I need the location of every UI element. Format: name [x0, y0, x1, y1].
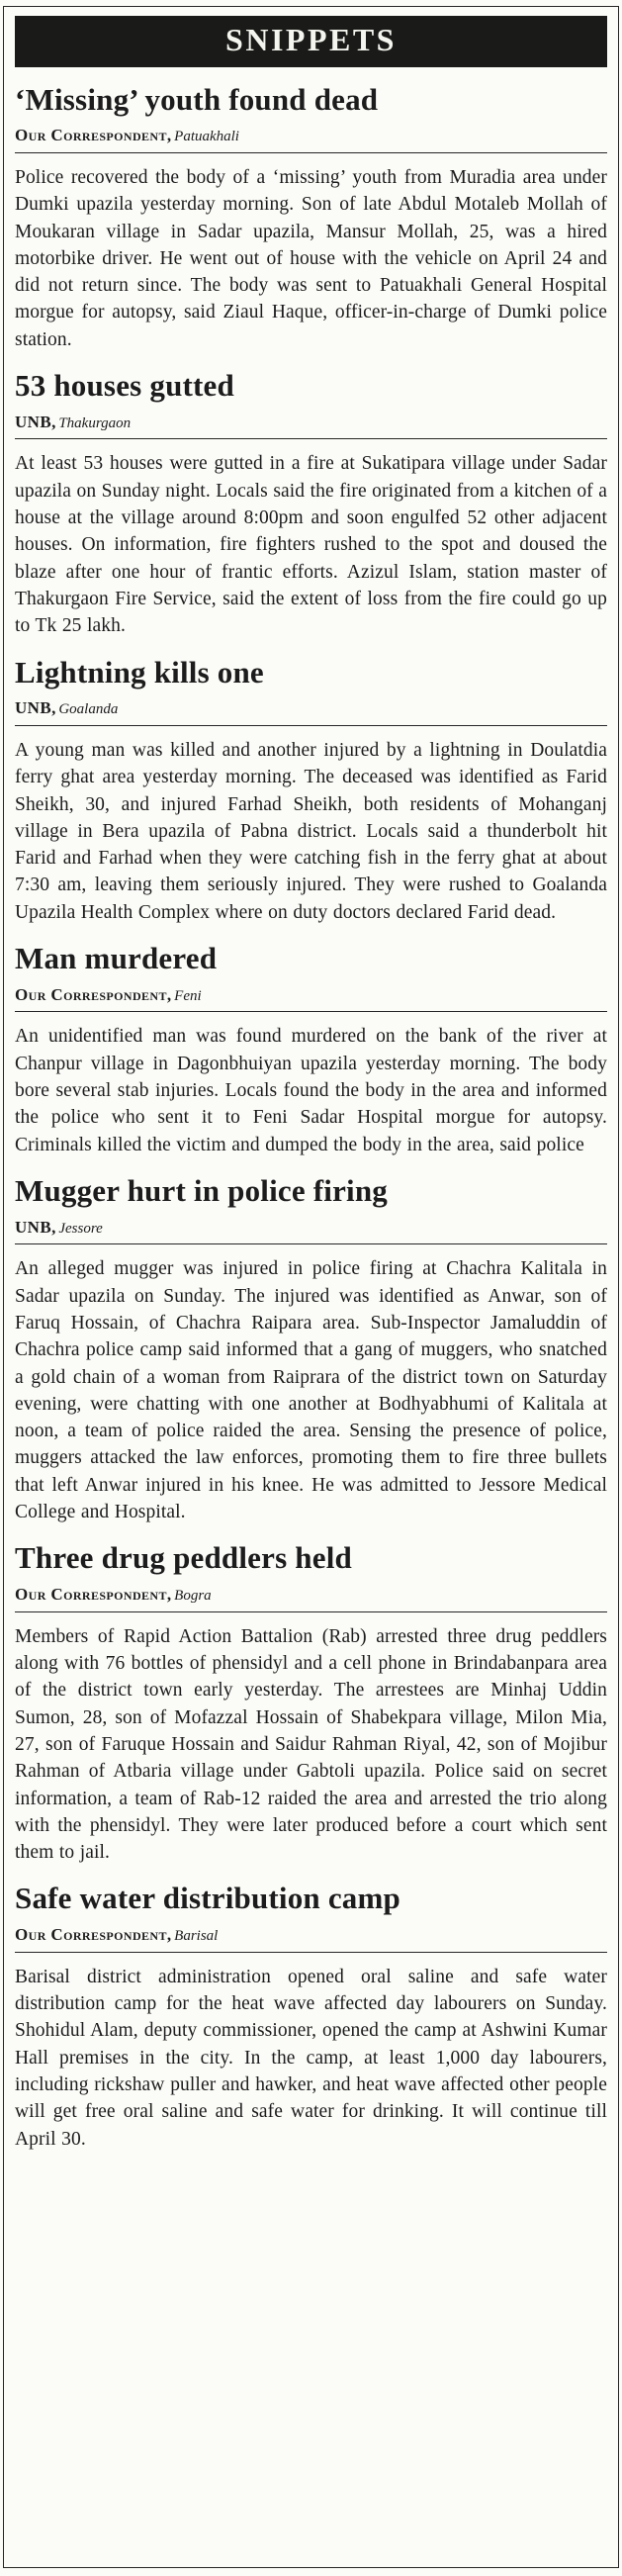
article-byline: [15, 1926, 607, 1945]
article: [15, 1882, 607, 2152]
article-byline: [15, 699, 607, 718]
article-headline: Mugger hurt in police firing: [15, 1172, 389, 1208]
byline-separator: ,: [166, 984, 172, 1004]
article: [15, 369, 607, 639]
article-byline: [15, 127, 607, 145]
byline-source: UNB: [15, 1217, 52, 1237]
article: [15, 942, 607, 1158]
article-headline: Three drug peddlers held: [15, 1540, 352, 1576]
byline-source: UNB: [15, 412, 52, 431]
byline-location: Patuakhali: [174, 129, 239, 145]
byline-location: Jessore: [58, 1220, 103, 1237]
section-title: SNIPPETS: [225, 22, 397, 57]
article-body: Barisal district administration opened oral saline and safe water distribution camp for the heat wave affected day labourers on Sunday. Shohidul Alam, deputy commissioner, opened the camp at Ashwini Kumar Hall premises in the city. In the camp, at least 1,000 day labourers, including rickshaw puller and hawker, and heat wave affected other people will get free oral saline and safe water for drinking. It will continue till April 30.: [15, 1966, 607, 2150]
article-byline: [15, 986, 607, 1005]
article-byline: [15, 1586, 607, 1605]
byline-separator: ,: [51, 1217, 56, 1237]
byline-separator: ,: [51, 698, 56, 718]
byline-location: Thakurgaon: [58, 414, 132, 431]
byline-separator: ,: [166, 1925, 172, 1945]
byline-location: Goalanda: [58, 701, 119, 718]
byline-divider: [15, 438, 607, 439]
article-body: Police recovered the body of a ‘missing’ youth from Muradia area under Dumki upazila yesterday morning. Son of late Abdul Motaleb Mollah of Moukaran village in Sadar upazila, Mansur Mollah, 25, was a hired motorbike driver. He went out of house with the vehicle on April 24 and did not return since. The body was sent to Patuakhali General Hospital morgue for autopsy, said Ziaul Haque, officer-in-charge of Dumki police station.: [15, 167, 607, 350]
article-headline: 53 houses gutted: [15, 368, 234, 404]
byline-location: Bogra: [174, 1588, 212, 1605]
byline-source: Our Correspondent: [15, 1925, 167, 1945]
byline-source: Our Correspondent: [15, 984, 167, 1004]
byline-location: Barisal: [174, 1928, 219, 1945]
article-body: An alleged mugger was injured in police firing at Chachra Kalitala in Sadar upazila on Sunday. The injured was identified as Anwar, son of Faruq Hossain, of Chachra Raipara area. Sub-Inspector Jamaluddin of Chachra police camp said informed that a gang of muggers, who snatched a gold chain of a woman from Raiprara of the district town on Saturday evening, were chatting with one another at Bodhyabhumi of Kalitala at noon, a team of police raided the area. Sensing the presence of police, muggers attacked the law enforces, promoting them to fire three bullets that left Anwar injured in his knee. He was admitted to Jessore Medical College and Hospital.: [15, 1258, 607, 1523]
byline-divider: [15, 1611, 607, 1612]
articles-list: [15, 83, 607, 2153]
byline-source: Our Correspondent: [15, 126, 167, 145]
article: [15, 1541, 607, 1866]
byline-separator: ,: [166, 126, 172, 145]
byline-divider: [15, 1952, 607, 1953]
article: [15, 83, 607, 353]
section-header: [15, 16, 607, 67]
byline-divider: [15, 1011, 607, 1012]
byline-separator: ,: [51, 412, 56, 431]
article-byline: [15, 414, 607, 432]
byline-location: Feni: [174, 987, 202, 1004]
article-body: A young man was killed and another injured by a lightning in Doulatdia ferry ghat area yesterday morning. The deceased was identified as Farid Sheikh, 30, and injured Farhad Sheikh, both residents of Mohanganj village in Bera upazila of Pabna district. Locals said a thunderbolt hit Farid and Farhad when they were catching fish in the ferry ghat at about 7:30 am, leaving them seriously injured. They were rushed to Goalanda Upazila Health Complex where on duty doctors declared Farid dead.: [15, 739, 607, 923]
article: [15, 1174, 607, 1525]
byline-divider: [15, 152, 607, 153]
byline-divider: [15, 725, 607, 726]
article-body: Members of Rapid Action Battalion (Rab) arrested three drug peddlers along with 76 bottles of phensidyl and a cell phone in Brindabanpara area of the district town early yesterday. The arrestees are Minhaj Uddin Sumon, 28, son of Mofazzal Hossain of Shabekpara village, Milon Mia, 27, son of Faruque Hossain and Saidur Rahman Riyal, 42, son of Mojibur Rahman of Atbaria village under Gabtoli upazila. Police said on secret information, a team of Rab-12 raided the area and arrested the trio along with the phensidyl. They were later produced before a court which sent them to jail.: [15, 1625, 607, 1864]
byline-separator: ,: [166, 1585, 172, 1605]
article-headline: Man murdered: [15, 941, 218, 976]
byline-source: Our Correspondent: [15, 1585, 167, 1605]
article-headline: ‘Missing’ youth found dead: [15, 81, 379, 117]
byline-divider: [15, 1243, 607, 1244]
article-body: An unidentified man was found murdered on the bank of the river at Chanpur village in Dagonbhuiyan upazila yesterday morning. The body bore several stab injuries. Locals found the body in the area and informed the police who sent it to Feni Sadar Hospital morgue for autopsy. Criminals killed the victim and dumped the body in the area, said police: [15, 1026, 607, 1155]
article: [15, 656, 607, 926]
article-headline: Safe water distribution camp: [15, 1881, 400, 1916]
article-body: At least 53 houses were gutted in a fire at Sukatipara village under Sadar upazila on Sunday night. Locals said the fire originated from a kitchen of a house at the village around 8:00pm and soon engulfed 52 other adjacent houses. On information, fire fighters rushed to the spot and doused the blaze after one hour of frantic efforts. Azizul Islam, station master of Thakurgaon Fire Service, said the extent of loss from the fire could go up to Tk 25 lakh.: [15, 453, 607, 637]
newspaper-snippets-column: [3, 6, 619, 2568]
byline-source: UNB: [15, 698, 52, 718]
article-byline: [15, 1219, 607, 1238]
article-headline: Lightning kills one: [15, 654, 264, 690]
